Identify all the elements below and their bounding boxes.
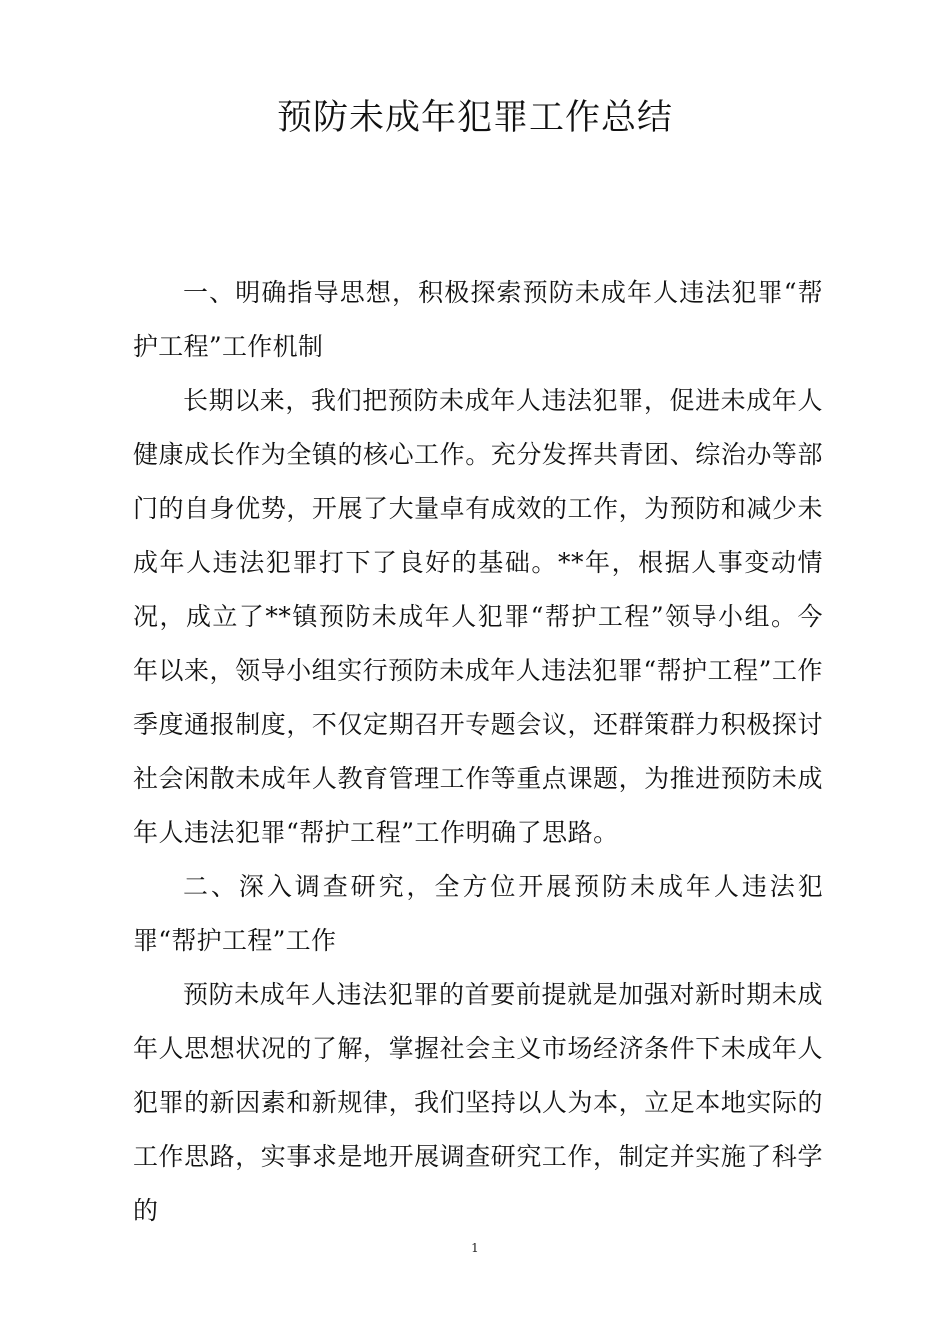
document-body: [133, 266, 823, 1238]
body-paragraph-1: 长期以来，我们把预防未成年人违法犯罪，促进未成年人健康成长作为全镇的核心工作。充分发挥共青团、综治办等部门的自身优势，开展了大量卓有成效的工作，为预防和减少未成年人违法犯罪打下了良好的基础。**年，根据人事变动情况，成立了**镇预防未成年人犯罪“帮护工程”领导小组。今年以来，领导小组实行预防未成年人违法犯罪“帮护工程”工作季度通报制度，不仅定期召开专题会议，还群策群力积极探讨社会闲散未成年人教育管理工作等重点课题，为推进预防未成年人违法犯罪“帮护工程”工作明确了思路。: [133, 386, 823, 847]
section-heading-2: 二、深入调查研究，全方位开展预防未成年人违法犯罪“帮护工程”工作: [133, 872, 823, 955]
section-heading-1: 一、明确指导思想，积极探索预防未成年人违法犯罪“帮护工程”工作机制: [133, 278, 823, 361]
body-paragraph-2: 预防未成年人违法犯罪的首要前提就是加强对新时期未成年人思想状况的了解，掌握社会主义市场经济条件下未成年人犯罪的新因素和新规律，我们坚持以人为本，立足本地实际的工作思路，实事求是地开展调查研究工作，制定并实施了科学的: [133, 980, 823, 1225]
document-title: 预防未成年犯罪工作总结: [276, 98, 673, 138]
page-number: 1: [471, 1241, 479, 1255]
